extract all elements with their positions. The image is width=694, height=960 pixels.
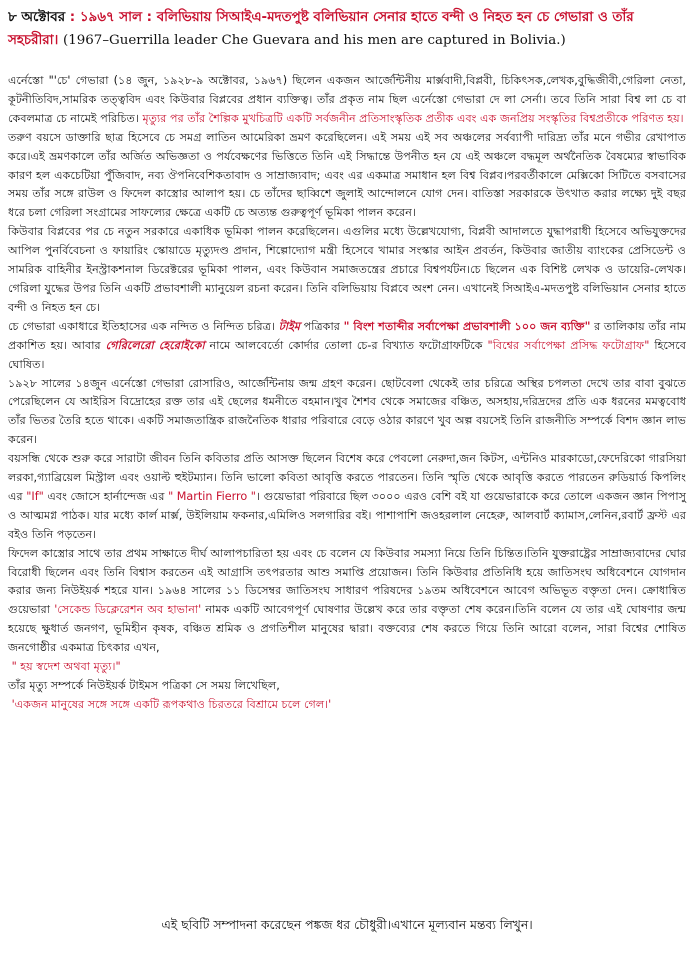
- paragraph-travels: তরুণ বয়সে ডাক্তারি ছাত্র হিসেবে চে সমগ্র লাতিন আমেরিকা ভ্রমণ করেছিলেন। এই সময় এই সব অঞ্চলের সর্বব্যাপী দারিদ্র্য তাঁর মনে গভীর রেখাপাত করে।এই ভ্রমণকালে তাঁর অর্জিত অভিজ্ঞতা ও পর্যবেক্ষণের ভিত্তিতে তিনি এই সিদ্ধান্তে উপনীত হন যে এই অঞ্চলে বদ্ধমূল অর্থনৈতিক বৈষম্যের স্বাভাবিক কারণ হল একচেটিয়া পুঁজিবাদ, নব্য ঔপনিবেশিকতাবাদ ও সাম্রাজ্যবাদ; এবং এর একমাত্র সমাধান হল বিশ্ব বিপ্লব।পরবর্তীকালে মেক্সিকো সিটিতে বসবাসের সময় তাঁর সঙ্গে রাউল ও ফিদেল কাস্ত্রোর আলাপ হয়। চে তাঁদের ছাব্বিশে জুলাই আন্দোলনে যোগ দেন। বাতিস্তা সরকারকে উৎখাত করার লক্ষ্যে দুই বছর ধরে চলা গেরিলা সংগ্রামের সাফল্যের ক্ষেত্রে একটি চে অত্যন্ত গুরুত্বপূর্ণ ভূমিকা পালন করেন।: [8, 130, 686, 220]
- headline-title-en: (1967–Guerrilla leader Che Guevara and his men are captured in Bolivia.): [63, 33, 566, 48]
- paragraph-intro: এর্নেস্তো "'চে' গেভারা (১৪ জুন, ১৯২৮-৯ অক্টোবর, ১৯৬৭) ছিলেন একজন আর্জেন্টিনীয় মার্ক্সবাদী,বিপ্লবী, চিকিৎসক,লেখক,বুদ্ধিজীবী,গেরিলা নেতা, কূটনীতিবিদ,সামরিক তত্ত্ববিদ এবং কিউবার বিপ্লবের প্রধান ব্যক্তিত্ব। তাঁর প্রকৃত নাম ছিল এর্নেস্তো গেভারা দে লা সের্না। তবে তিনি সারা বিশ্ব লা চে বা কেবলমাত্র চে নামেই পরিচিত। মৃত্যুর পর তাঁর শৈল্পিক মুখচিত্রটি একটি সর্বজনীন প্রতিসাংস্কৃতিক প্রতীক এবং এক জনপ্রিয় সংস্কৃতির বিশ্বপ্রতীকে পরিণত হয়।: [8, 74, 686, 125]
- time-magazine-name: টাইম: [278, 319, 300, 333]
- poem-if: "If": [26, 489, 44, 503]
- declaration-of-havana: 'সেকেন্ড ডিক্লেরেশন অব হাভানা': [54, 603, 202, 617]
- guerrillero-heroico-title: গেরিলেরো হেরোইকো: [105, 338, 205, 352]
- headline: ৮ অক্টোবর : ১৯৬৭ সাল : বলিভিয়ায় সিআইএ-মদতপুষ্ট বলিভিয়ান সেনার হাতে বন্দী ও নিহত হন চে গেভারা ও তাঁর সহচরীরা। (1967–Guerrilla leader Che Guevara and his men are captured in Bolivia.): [8, 10, 634, 48]
- paragraph-poetry: বয়সন্ধি থেকে শুরু করে সারাটা জীবন তিনি কবিতার প্রতি আসক্ত ছিলেন বিশেষ করে পেবলো নেরুদা,জন কিটস, এন্টনিও মারকাডো,ফেদেরিকো গারসিয়া লরকা,গ্যাব্রিয়েল মিস্ট্রাল এবং ওয়াল্ট হুইটম্যান। তিনি ভালো কবিতা আবৃত্তি করতে পারতেন। তিনি স্মৃতি থেকে আবৃত্তি করতে পারতেন রুডিয়ার্ড কিপলিং এর "If" এবং জোসে হার্নান্দেজ এর " Martin Fierro "। গুয়েভারা পরিবারে ছিল ৩০০০ এরও বেশি বই যা গুয়েভারাকে করে তোলে একজন জ্ঞান পিপাসু ও আত্মমগ্ন পাঠক। যার মধ্যে কার্ল মার্ক্স, উইলিয়াম ফকনার,এমিলিও সলগারির বই। পাশাপাশি জওহরলাল নেহেরু, আলবার্ট ক্যামাস,লেনিন,রবার্ট ফ্রস্ট এর বইও তিনি পড়তেন।: [8, 452, 687, 541]
- time-100-quote: " বিংশ শতাব্দীর সর্বাপেক্ষা প্রভাবশালী ১০০ জন ব্যক্তি": [343, 319, 591, 333]
- headline-year: ১৯৬৭ সাল: [79, 10, 142, 25]
- famous-photo-quote: "বিশ্বের সর্বাপেক্ষা প্রসিদ্ধ ফটোগ্রাফ": [487, 338, 650, 352]
- paragraph-childhood: ১৯২৮ সালের ১৪জুন এর্নেস্তো গেভারা রোসারিও, আর্জেন্টিনায় জন্ম গ্রহণ করেন। ছোটবেলা থেকেই তার চরিত্রে অস্থির চপলতা দেখে তার বাবা বুঝতে পেরেছিলেন যে আইরিস বিদ্রোহের রক্ত তার এই ছেলের ধমনীতে বহমান।খুব শৈশব থেকে সমাজের বঞ্চিত, অসহায়,দরিদ্রদের প্রতি এক ধরনের মমত্ববোধ তাঁর ভিতর তৈরি হতে থাকে। একটি সমাজতান্ত্রিক রাজনৈতিক ধারার পরিবারে বেড়ে ওঠার কারণে খুব অল্প বয়সেই তিনি রাজনীতি সম্পর্কে বিশদ জ্ঞান লাভ করেন।: [8, 376, 686, 447]
- article-body: [8, 72, 686, 715]
- footer-credit: এই ছবিটি সম্পাদনা করেছেন পঙ্কজ ধর চৌধুরী।এখানে মূল্যবান মন্তব্য লিখুন।: [161, 917, 533, 932]
- headline-title-bn: বলিভিয়ায় সিআইএ-মদতপুষ্ট বলিভিয়ান সেনার হাতে বন্দী ও নিহত হন চে গেভারা ও তাঁর সহচরীরা।: [8, 10, 634, 48]
- motto-quote: " হয় স্বদেশ অথবা মৃত্যু।": [11, 660, 121, 674]
- nyt-quote: 'একজন মানুষের সঙ্গে সঙ্গে একটি রূপকথাও চিরতরে বিশ্রামে চলে গেল।': [11, 697, 332, 711]
- poem-martin-fierro: " Martin Fierro ": [168, 489, 256, 503]
- paragraph-nyt: তাঁর মৃত্যু সম্পর্কে নিউইয়র্ক টাইমস পত্রিকা সে সময় লিখেছিল,: [8, 679, 280, 692]
- paragraph-cuba-roles: কিউবার বিপ্লবের পর চে নতুন সরকারে একাধিক ভূমিকা পালন করেছিলেন। এগুলির মধ্যে উল্লেখযোগ্য, বিপ্লবী আদালতে যুদ্ধাপরাধী হিসেবে অভিযুক্তদের আপিল পুনর্বিবেচনা ও ফায়ারিং স্কোয়াডে মৃত্যুদণ্ড প্রদান, শিল্পোদ্যোগ মন্ত্রী হিসেবে খামার সংস্কার আইন প্রবর্তন, কিউবার জাতীয় ব্যাংকের প্রেসিডেন্ট ও সামরিক বাহিনীর ইনস্ট্রাকশনাল ডিরেক্টরের ভূমিকা পালন, এবং কিউবান সমাজতন্ত্রের প্রচারে বিশ্বপর্যটন।চে ছিলেন এক বিশিষ্ট লেখক ও ডায়েরি-লেখক।গেরিলা যুদ্ধের উপর তিনি একটি প্রভাবশালী ম্যানুয়েল রচনা করেন। তিনি বলিভিয়ায় বিপ্লবে অংশ নেন। এখানেই সিআইএ-মদতপুষ্ট বলিভিয়ান সেনার হাতে বন্দী ও নিহত হন চে।: [8, 225, 686, 314]
- headline-date: ৮ অক্টোবর: [8, 10, 66, 25]
- paragraph-legacy: চে গেভারা একাধারে ইতিহাসের এক নন্দিত ও নিন্দিত চরিত্র। টাইম পত্রিকার " বিংশ শতাব্দীর সর্বাপেক্ষা প্রভাবশালী ১০০ জন ব্যক্তি" র তালিকায় তাঁর নাম প্রকাশিত হয়। আবার গেরিলেরো হেরোইকো নামে আলবের্তো কোর্দার তোলা চে-র বিখ্যাত ফটোগ্রাফটিকে "বিশ্বের সর্বাপেক্ষা প্রসিদ্ধ ফটোগ্রাফ" হিসেবে ঘোষিত।: [8, 319, 687, 371]
- paragraph-un-speech: ফিদেল কাস্ত্রোর সাথে তার প্রথম সাক্ষাতে দীর্ঘ আলাপচারিতা হয় এবং চে বলেন যে কিউবার সমস্যা নিয়ে তিনি চিন্তিত।তিনি যুক্তরাষ্ট্রের সাম্রাজ্যবাদের ঘোর বিরোধী ছিলেন এবং তিনি বিশ্বাস করতেন এই আগ্রাসি তৎপরতার আশু সমাপ্তি প্রয়োজন। তিনি কিউবার প্রতিনিধি হয়ে জাতিসংঘ অধিবেশনে যোগদান করার জন্য নিউইয়র্ক শহরে যান। ১৯৬৪ সালের ১১ ডিসেম্বর জাতিসংঘ সাধারণ পরিষদের ১৯তম অধিবেশনে আবেগ অভিভূত বক্তৃতা দেন। ক্রোধান্বিত গুয়েভারা 'সেকেন্ড ডিক্লেরেশন অব হাভানা' নামক একটি আবেগপূর্ণ ঘোষণার উল্লেখ করে তার বক্তৃতা শেষ করেন।তিনি বলেন যে তার এই ঘোষণার জন্ম হয়েছে ক্ষুধার্ত জনগণ, ভূমিহীন কৃষক, বঞ্চিত শ্রমিক ও প্রগতিশীল মানুষের দ্বারা। বক্তব্যের শেষ করতে গিয়ে তিনি আরো বলেন, সারা বিশ্বের শোষিত জনগোষ্ঠীর একমাত্র চিৎকার এখন,: [8, 546, 686, 655]
- highlight-iconic-image: মৃত্যুর পর তাঁর শৈল্পিক মুখচিত্রটি একটি সর্বজনীন প্রতিসাংস্কৃতিক প্রতীক এবং এক জনপ্রিয় সংস্কৃতির বিশ্বপ্রতীকে পরিণত হয়।: [142, 111, 684, 125]
